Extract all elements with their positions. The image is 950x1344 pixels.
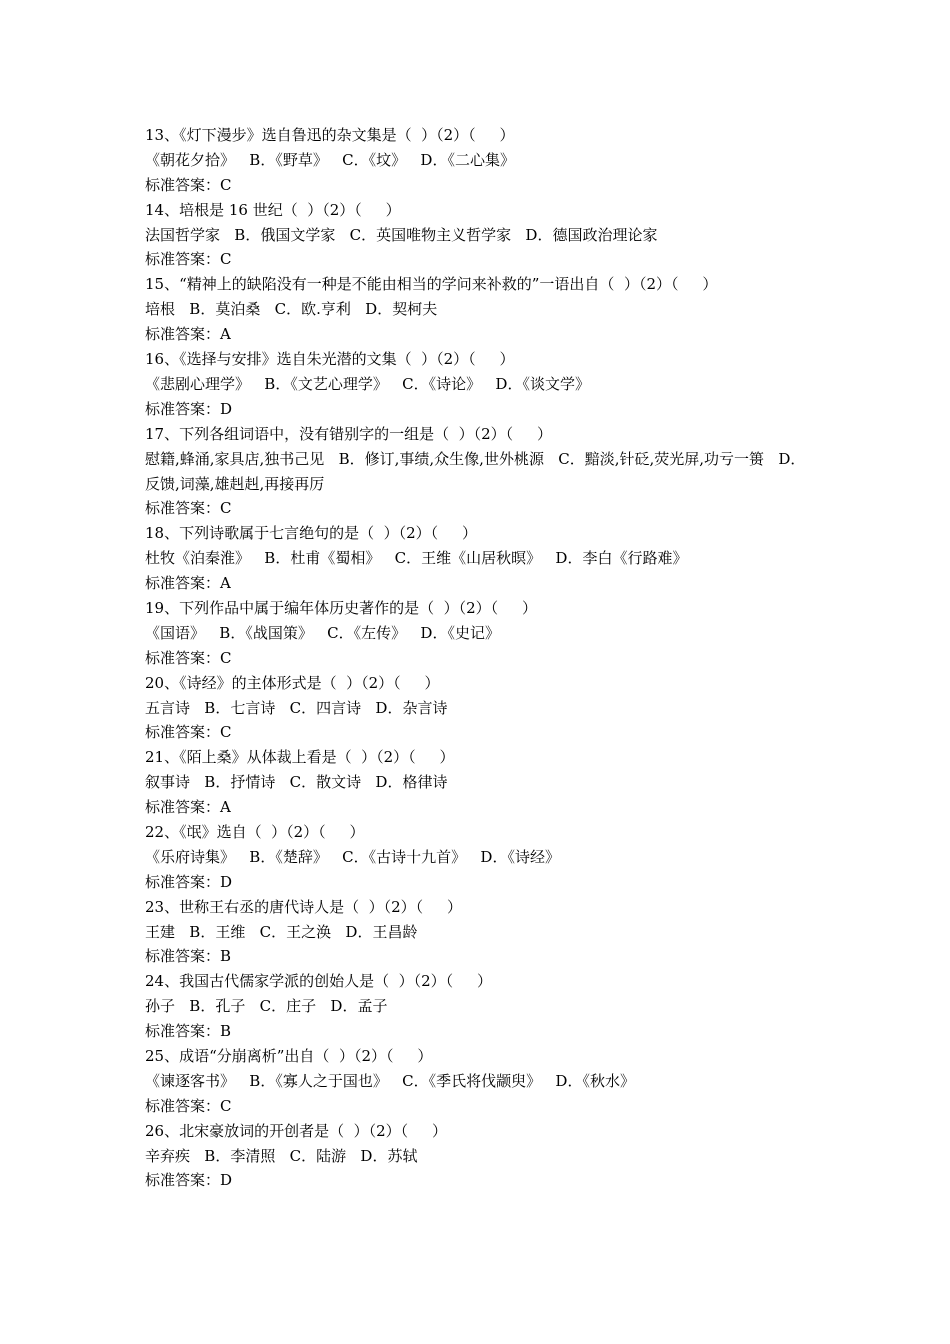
question-options: 法国哲学家 B．俄国文学家 C．英国唯物主义哲学家 D．德国政治理论家 bbox=[145, 225, 658, 244]
question-13 bbox=[145, 123, 815, 198]
question-answer: 标准答案：C bbox=[145, 723, 232, 742]
question-15 bbox=[145, 272, 815, 347]
question-answer: 标准答案：D bbox=[145, 872, 233, 891]
question-21 bbox=[145, 745, 815, 820]
question-23 bbox=[145, 895, 815, 970]
question-stem: 21、《陌上桑》从体裁上看是（ ）（2）（ ） bbox=[145, 748, 455, 767]
question-options: 《悲剧心理学》 B．《文艺心理学》 C．《诗论》 D．《谈文学》 bbox=[145, 374, 590, 393]
question-options: 慰籍,蜂涌,家具店,独书己见 B．修订,事绩,众生像,世外桃源 C．黯淡,针砭,荧光屏,功亏一篑 D．反馈,词藻,雄赳赳,再接再厉 bbox=[145, 449, 806, 493]
question-20 bbox=[145, 671, 815, 746]
question-19 bbox=[145, 596, 815, 671]
question-answer: 标准答案：A bbox=[145, 798, 231, 817]
question-stem: 25、成语“分崩离析”出自（ ）（2）（ ） bbox=[145, 1047, 433, 1065]
question-options: 王建 B．王维 C．王之涣 D．王昌龄 bbox=[145, 922, 418, 941]
question-14 bbox=[145, 198, 815, 273]
question-17 bbox=[145, 422, 815, 522]
question-options: 《谏逐客书》 B．《寡人之于国也》 C．《季氏将伐颛臾》 D．《秋水》 bbox=[145, 1071, 635, 1090]
question-stem: 19、下列作品中属于编年体历史著作的是（ ）（2）（ ） bbox=[145, 598, 538, 617]
question-options: 孙子 B．孔子 C．庄子 D．孟子 bbox=[145, 997, 388, 1016]
question-answer: 标准答案：D bbox=[145, 1171, 233, 1190]
question-stem: 18、下列诗歌属于七言绝句的是（ ）（2）（ ） bbox=[145, 524, 478, 543]
question-stem: 24、我国古代儒家学派的创始人是（ ）（2）（ ） bbox=[145, 972, 493, 991]
question-options: 五言诗 B．七言诗 C．四言诗 D．杂言诗 bbox=[145, 698, 448, 717]
question-answer: 标准答案：C bbox=[145, 648, 232, 667]
question-options: 《朝花夕拾》 B．《野草》 C．《坟》 D．《二心集》 bbox=[145, 150, 515, 169]
question-stem: 14、培根是 16 世纪（ ）（2）（ ） bbox=[145, 200, 401, 219]
question-18 bbox=[145, 521, 815, 596]
question-answer: 标准答案：C bbox=[145, 499, 232, 518]
question-answer: 标准答案：A bbox=[145, 325, 231, 344]
question-22 bbox=[145, 820, 815, 895]
question-options: 培根 B．莫泊桑 C．欧.亨利 D．契柯夫 bbox=[145, 300, 438, 319]
question-options: 叙事诗 B．抒情诗 C．散文诗 D．格律诗 bbox=[145, 773, 448, 792]
question-stem: 26、北宋豪放词的开创者是（ ）（2）（ ） bbox=[145, 1121, 448, 1140]
question-stem: 13、《灯下漫步》选自鲁迅的杂文集是（ ）（2）（ ） bbox=[145, 126, 515, 144]
question-stem: 22、《氓》选自（ ）（2）（ ） bbox=[145, 822, 365, 841]
question-25 bbox=[145, 1044, 815, 1119]
question-16 bbox=[145, 347, 815, 422]
question-answer: 标准答案：C bbox=[145, 1096, 232, 1115]
question-options: 辛弃疾 B．李清照 C．陆游 D．苏轼 bbox=[145, 1146, 418, 1165]
question-options: 《乐府诗集》 B．《楚辞》 C．《古诗十九首》 D．《诗经》 bbox=[145, 847, 560, 866]
question-stem: 16、《选择与安排》选自朱光潜的文集（ ）（2）（ ） bbox=[145, 350, 515, 369]
question-list bbox=[145, 123, 815, 1193]
question-answer: 标准答案：A bbox=[145, 574, 231, 593]
question-26 bbox=[145, 1119, 815, 1194]
question-options: 《国语》 B．《战国策》 C．《左传》 D．《史记》 bbox=[145, 623, 500, 642]
question-stem: 20、《诗经》的主体形式是（ ）（2）（ ） bbox=[145, 673, 440, 692]
question-stem: 17、下列各组词语中，没有错别字的一组是（ ）（2）（ ） bbox=[145, 424, 553, 443]
question-answer: 标准答案：D bbox=[145, 399, 233, 418]
question-answer: 标准答案：C bbox=[145, 250, 232, 269]
question-answer: 标准答案：B bbox=[145, 947, 232, 966]
question-answer: 标准答案：B bbox=[145, 1022, 232, 1041]
question-24 bbox=[145, 969, 815, 1044]
question-answer: 标准答案：C bbox=[145, 175, 232, 194]
question-stem: 15、“精神上的缺陷没有一种是不能由相当的学问来补救的”一语出自（ ）（2）（ ） bbox=[145, 275, 718, 294]
question-stem: 23、世称王右丞的唐代诗人是（ ）（2）（ ） bbox=[145, 897, 463, 916]
question-options: 杜牧《泊秦淮》 B．杜甫《蜀相》 C．王维《山居秋暝》 D．李白《行路难》 bbox=[145, 549, 688, 568]
